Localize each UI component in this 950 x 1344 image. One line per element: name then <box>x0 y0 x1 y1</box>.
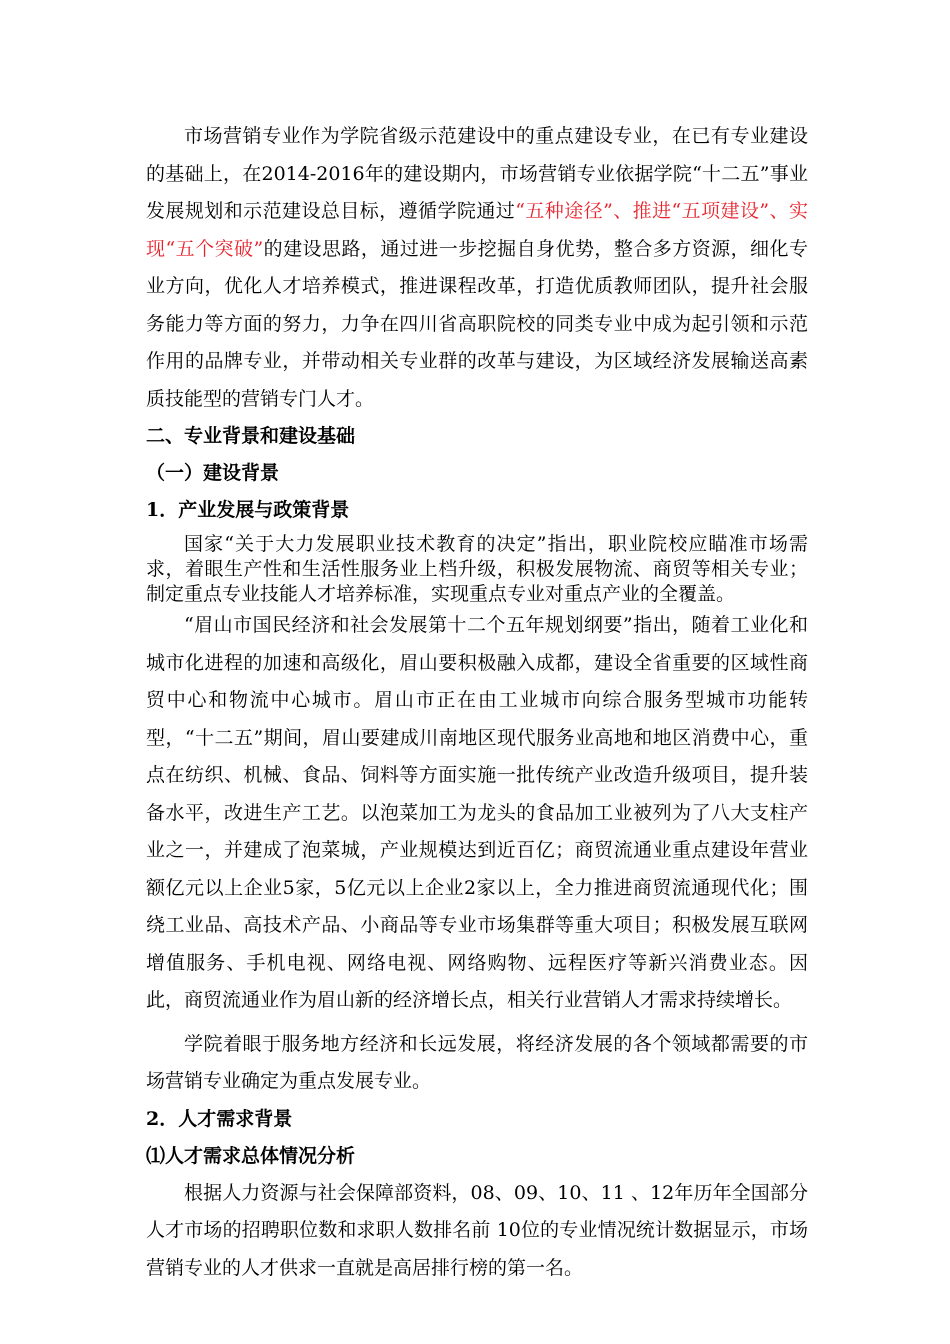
subsection-heading-construction-background: （一）建设背景 <box>146 462 280 484</box>
intro-text-part2: 的建设思路，通过进一步挖掘自身优势，整合多方资源，细化专业方向，优化人才培养模式，推进课程改革，打造优质教师团队，提升社会服务能力等方面的努力，力争在四川省高职院校的同类专业中成为起引领和示范作用的品牌专业，并带动相关专业群的改革与建设，为区域经济发展输送高素质技能型的营销专门人才。 <box>146 237 808 410</box>
college-focus-paragraph: 学院着眼于服务地方经济和长远发展，将经济发展的各个领域都需要的市场营销专业确定为重点发展专业。 <box>146 1032 808 1092</box>
intro-text-part1: 市场营销专业作为学院省级示范建设中的重点建设专业，在已有专业建设的基础上，在2014-2016年的建设期内，市场营销专业依据学院“十二五”事业发展规划和示范建设总目标，遵循学院通过 <box>146 125 808 222</box>
statistics-paragraph: 根据人力资源与社会保障部资料，08、09、10、11 、12年历年全国部分人才市场的招聘职位数和求职人数排名前 10位的专业情况统计数据显示，市场营销专业的人才供求一直就是高居排行榜的第一名。 <box>146 1181 808 1279</box>
intro-highlight-text: “五种途径”、推进“五项建设”、实现“五个突破” <box>146 200 808 260</box>
meishan-plan-paragraph: “眉山市国民经济和社会发展第十二个五年规划纲要”指出，随着工业化和城市化进程的加速和高级化，眉山要积极融入成都，建设全省重要的区域性商贸中心和物流中心城市。眉山市正在由工业城市向综合服务型城市功能转型，“十二五”期间，眉山要建成川南地区现代服务业高地和地区消费中心，重点在纺织、机械、食品、饲料等方面实施一批传统产业改造升级项目，提升装备水平，改进生产工艺。以泡菜加工为龙头的食品加工业被列为了八大支柱产业之一，并建成了泡菜城，产业规模达到近百亿；商贸流通业重点建设年营业额亿元以上企业5家，5亿元以上企业2家以上，全力推进商贸流通现代化；围绕工业品、高技术产品、小商品等专业市场集群等重大项目；积极发展互联网增值服务、手机电视、网络电视、网络购物、远程医疗等新兴消费业态。因此，商贸流通业作为眉山新的经济增长点，相关行业营销人才需求持续增长。 <box>146 614 808 1011</box>
section-heading-background: 二、专业背景和建设基础 <box>146 425 356 447</box>
item-heading-industry-policy: 1．产业发展与政策背景 <box>146 499 350 521</box>
item-heading-talent-demand: 2．人才需求背景 <box>146 1107 293 1130</box>
intro-paragraph <box>146 118 808 418</box>
item-heading-talent-demand-analysis: ⑴人才需求总体情况分析 <box>146 1144 356 1167</box>
national-policy-paragraph: 国家“关于大力发展职业技术教育的决定”指出，职业院校应瞄准市场需求，着眼生产性和生活性服务业上档升级，积极发展物流、商贸等相关专业；制定重点专业技能人才培养标准，实现重点专业对重点产业的全覆盖。 <box>146 533 808 605</box>
document-body <box>146 118 808 1287</box>
